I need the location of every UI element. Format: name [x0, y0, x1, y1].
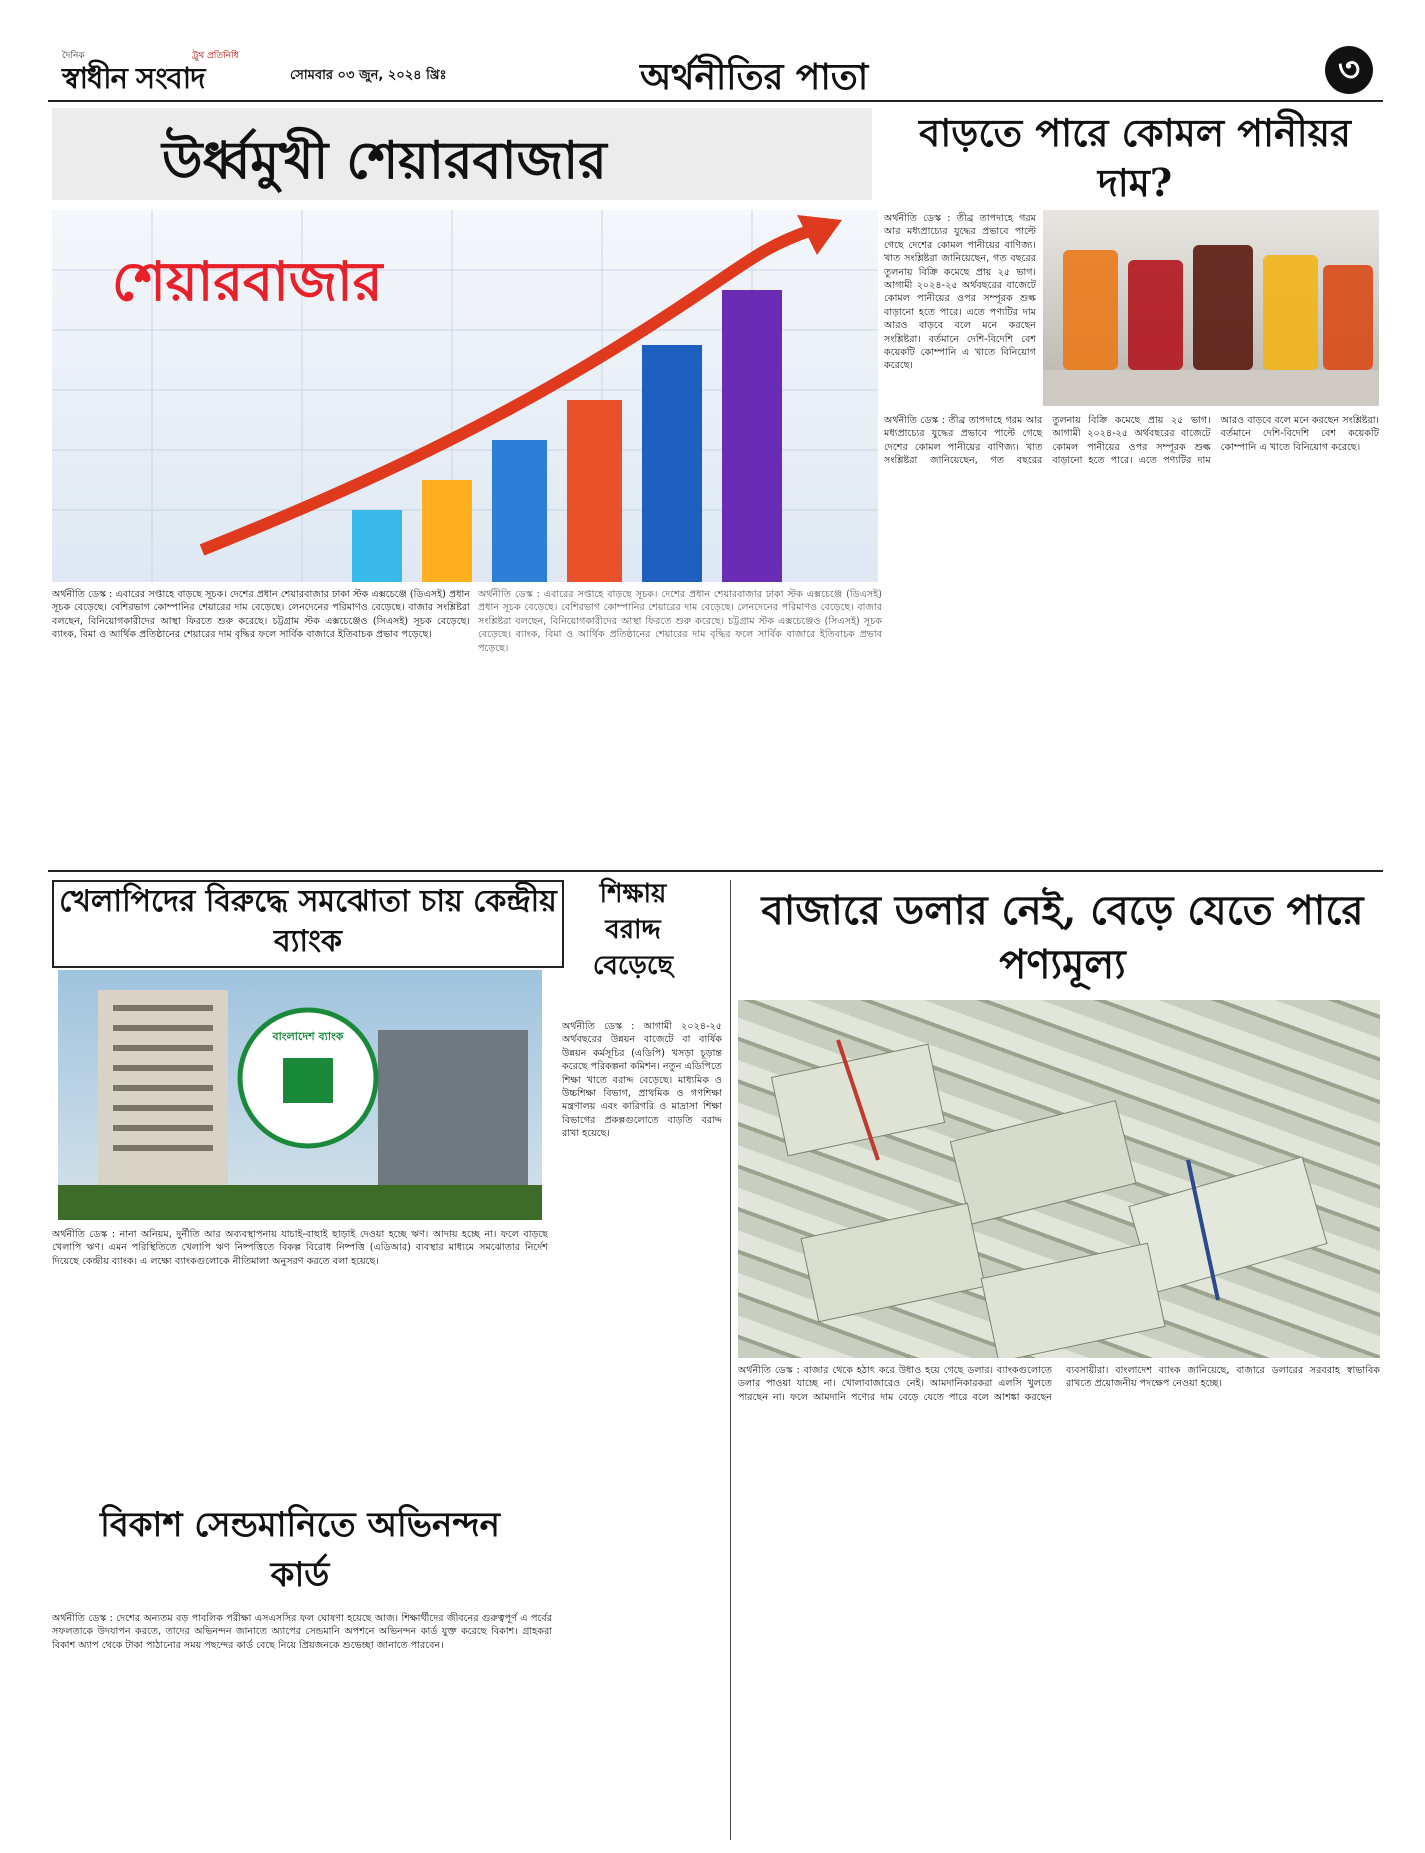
bangladesh-bank-image [58, 970, 542, 1220]
page-number: ৩ [1325, 46, 1373, 94]
soft-drinks-article [884, 212, 1036, 410]
issue-date: সোমবার ০৩ জুন, ২০২৪ খ্রিঃ [290, 68, 447, 83]
bkash-article [52, 1612, 552, 1842]
share-market-article-continued [478, 588, 882, 864]
soft-drinks-body: অর্থনীতি ডেস্ক : তীব্র তাপদাহে গরম আর মধ্যপ্রাচ্যের যুদ্ধের প্রভাবে পাল্টে গেছে দেশের কোমল পানীয়ের বাণিজ্য। খাত সংশ্লিষ্টরা জানিয়েছেন, গত বছরের তুলনায় বিক্রি কমেছে প্রায় ২৫ ভাগ। আগামী ২০২৪-২৫ অর্থবছরের বাজেটে কোমল পানীয়ের ওপর সম্পূরক শুল্ক বাড়ানো হতে পারে। এতে পণ্যটির দাম আরও বাড়বে বলে মনে করছেন সংশ্লিষ্টরা। বর্তমানে দেশি-বিদেশি বেশ কয়েকটি কোম্পানি এ খাতে বিনিয়োগ করেছে। [884, 213, 1036, 372]
bangladesh-bank-logo-text: বাংলাদেশ ব্যাংক [272, 1030, 344, 1043]
share-market-article [52, 588, 470, 864]
bkash-body: অর্থনীতি ডেস্ক : দেশের অন্যতম বড় পাবলিক পরীক্ষা এসএসসির ফল ঘোষণা হয়েছে আজ। শিক্ষার্থীদের জীবনের গুরুত্বপূর্ণ এ পর্বের সফলতাকে উদযাপন করতে, তাদের অভিনন্দন জানাতে অ্যাপের সেন্ডমানি অপশনে অভিনন্দন কার্ড যুক্ত করেছে বিকাশ। গ্রাহকরা বিকাশ অ্যাপ থেকে টাকা পাঠানোর সময় পছন্দের কার্ড বেছে নিয়ে প্রিয়জনকে শুভেচ্ছা জানাতে পারবেন। [52, 1613, 552, 1651]
defaulters-body: অর্থনীতি ডেস্ক : নানা অনিয়ম, দুর্নীতি আর অব্যবস্থাপনায় যাচাই-বাছাই ছাড়াই দেওয়া হচ্ছে ঋণ। আদায় হচ্ছে না। ফলে বাড়ছে খেলাপি ঋণ। এমন পরিস্থিতিতে খেলাপি ঋণ নিষ্পত্তিতে বিকল্প বিরোধ নিষ্পত্তি (এডিআর) ব্যবস্থার মাধ্যমে সমঝোতার নির্দেশ দিয়েছে কেন্দ্রীয় ব্যাংক। এ লক্ষ্যে ব্যাংকগুলোকে নীতিমালা অনুসরণ করতে বলা হয়েছে। [52, 1229, 548, 1267]
share-market-image-label: শেয়ারবাজার [112, 249, 383, 313]
defaulters-headline: খেলাপিদের বিরুদ্ধে সমঝোতা চায় কেন্দ্রীয় ব্যাংক [59, 884, 557, 959]
soft-drinks-article-continued [884, 414, 1379, 864]
defaulters-article [52, 1228, 548, 1490]
soft-drinks-headline: বাড়তে পারে কোমল পানীয়র দাম? [919, 110, 1351, 205]
soft-drinks-image [1043, 210, 1379, 406]
dollar-body: অর্থনীতি ডেস্ক : বাজার থেকে হঠাৎ করে উধাও হয়ে গেছে ডলার। ব্যাংকগুলোতে ডলার পাওয়া যাচ্ছে না। খোলাবাজারেও নেই। আমদানিকারকরা এলসি খুলতে পারছেন না। ফলে আমদানি পণ্যের দাম বেড়ে যেতে পারে বলে আশঙ্কা করছেন ব্যবসায়ীরা। বাংলাদেশ ব্যাংক জানিয়েছে, বাজারে ডলারের সরবরাহ স্বাভাবিক রাখতে প্রয়োজনীয় পদক্ষেপ নেওয়া হচ্ছে। [738, 1365, 1380, 1403]
share-market-headline-box [52, 108, 872, 200]
section-divider [48, 870, 1383, 872]
share-market-body-continued: অর্থনীতি ডেস্ক : এবারের সপ্তাহে বাড়ছে সূচক। দেশের প্রধান শেয়ারবাজার ঢাকা স্টক এক্সচেঞ্জে (ডিএসই) প্রধান সূচক বেড়েছে। বেশিরভাগ কোম্পানির শেয়ারের দাম বেড়েছে। লেনদেনের পরিমাণও বেড়েছে। বাজার সংশ্লিষ্টরা বলছেন, বিনিয়োগকারীদের আস্থা ফিরতে শুরু করেছে। চট্টগ্রাম স্টক এক্সচেঞ্জেও (সিএসই) সূচক বেড়েছে। ব্যাংক, বিমা ও আর্থিক প্রতিষ্ঠানের শেয়ারের দাম বৃদ্ধির ফলে সার্বিক বাজারে ইতিবাচক প্রভাব পড়েছে। [478, 589, 882, 654]
education-article [562, 1020, 722, 1842]
dollar-banknotes-image [738, 1000, 1380, 1358]
logo-tagline: ট্রুথ প্রতিনিধি [192, 51, 239, 61]
page-title: অর্থনীতির পাতা [640, 56, 869, 98]
dollar-headline: বাজারে ডলার নেই, বেড়ে যেতে পারে পণ্যমূল্য [761, 887, 1364, 988]
share-market-headline: উর্ধ্বমুখী শেয়ারবাজার [162, 130, 607, 191]
share-market-body: অর্থনীতি ডেস্ক : এবারের সপ্তাহে বাড়ছে সূচক। দেশের প্রধান শেয়ারবাজার ঢাকা স্টক এক্সচেঞ্জে (ডিএসই) প্রধান সূচক বেড়েছে। বেশিরভাগ কোম্পানির শেয়ারের দাম বেড়েছে। লেনদেনের পরিমাণও বেড়েছে। বাজার সংশ্লিষ্টরা বলছেন, বিনিয়োগকারীদের আস্থা ফিরতে শুরু করেছে। চট্টগ্রাম স্টক এক্সচেঞ্জেও (সিএসই) সূচক বেড়েছে। ব্যাংক, বিমা ও আর্থিক প্রতিষ্ঠানের শেয়ারের দাম বৃদ্ধির ফলে সার্বিক বাজারে ইতিবাচক প্রভাব পড়েছে। [52, 589, 470, 641]
newspaper-logo [62, 48, 282, 95]
soft-drinks-body-continued: অর্থনীতি ডেস্ক : তীব্র তাপদাহে গরম আর মধ্যপ্রাচ্যের যুদ্ধের প্রভাবে পাল্টে গেছে দেশের কোমল পানীয়ের বাণিজ্য। খাত সংশ্লিষ্টরা জানিয়েছেন, গত বছরের তুলনায় বিক্রি কমেছে প্রায় ২৫ ভাগ। আগামী ২০২৪-২৫ অর্থবছরের বাজেটে কোমল পানীয়ের ওপর সম্পূরক শুল্ক বাড়ানো হতে পারে। এতে পণ্যটির দাম আরও বাড়বে বলে মনে করছেন সংশ্লিষ্টরা। বর্তমানে দেশি-বিদেশি বেশ কয়েকটি কোম্পানি এ খাতে বিনিয়োগ করেছে। [884, 415, 1379, 467]
drinks-glasses-graphic [1043, 210, 1379, 406]
banknote-stacks-graphic [738, 1000, 1380, 1358]
column-rule [730, 880, 731, 1840]
logo-text: স্বাধীন সংবাদ [62, 61, 205, 95]
education-body: অর্থনীতি ডেস্ক : আগামী ২০২৪-২৫ অর্থবছরের উন্নয়ন বাজেটে বা বার্ষিক উন্নয়ন কর্মসূচির (এডিপি) খসড়া চূড়ান্ত করেছে পরিকল্পনা কমিশন। নতুন এডিপিতে শিক্ষা খাতে বরাদ্দ বেড়েছে। মাধ্যমিক ও উচ্চশিক্ষা বিভাগ, প্রাথমিক ও গণশিক্ষা মন্ত্রণালয় এবং কারিগরি ও মাদ্রাসা শিক্ষা বিভাগের প্রকল্পগুলোতে বাড়তি বরাদ্দ রাখা হয়েছে। [562, 1021, 722, 1140]
bank-building-graphic [58, 970, 542, 1220]
bkash-headline: বিকাশ সেন্ডমানিতে অভিনন্দন কার্ড [100, 1505, 500, 1595]
share-market-image [52, 210, 878, 582]
logo-top-text: দৈনিক [62, 51, 85, 61]
education-headline: শিক্ষায় বরাদ্দ বেড়েছে [592, 879, 674, 981]
defaulters-headline-box [52, 880, 564, 968]
dollar-article [738, 1364, 1380, 1842]
